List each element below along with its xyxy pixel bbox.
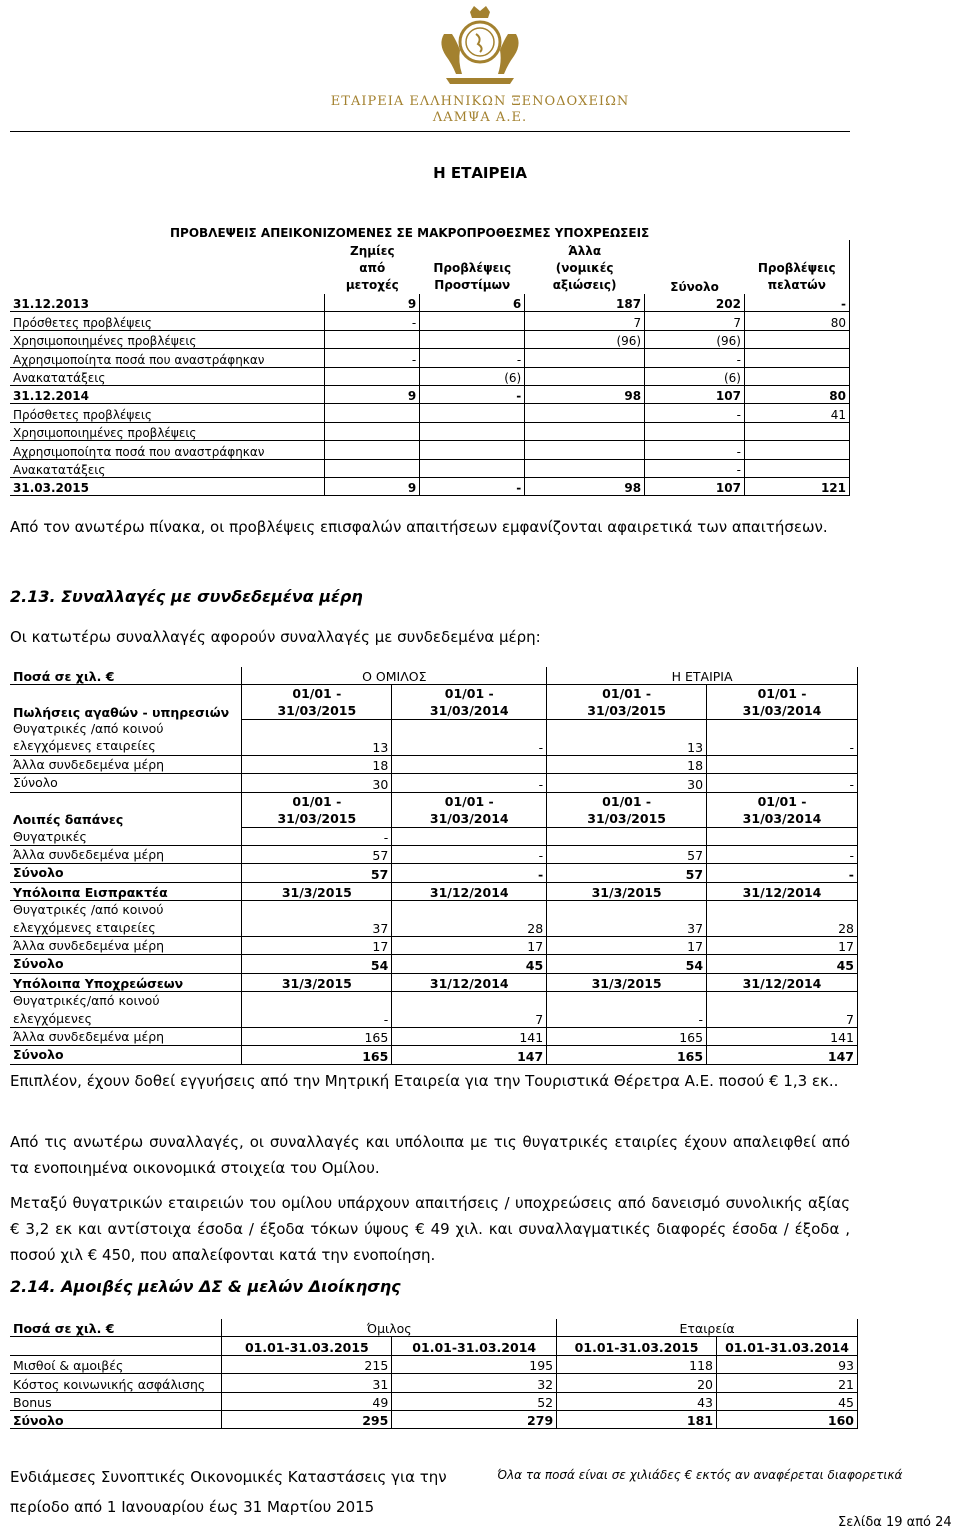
value-cell: 165	[242, 1046, 392, 1064]
value-cell: 141	[707, 1027, 858, 1045]
row-label: Σύνολο	[10, 774, 242, 792]
value-cell: 52	[392, 1392, 557, 1410]
row-label: Ανακατατάξεις	[10, 367, 325, 385]
value-cell: 98	[525, 385, 645, 403]
value-cell: 37	[547, 901, 707, 937]
period-header	[707, 792, 858, 827]
table-row	[10, 441, 850, 459]
col-fines-header: Προβλέψεις Προστίμων	[433, 261, 512, 292]
value-cell: 7	[707, 992, 858, 1028]
header-divider	[10, 131, 850, 132]
value-cell: -	[645, 349, 745, 367]
period-header	[707, 685, 858, 720]
value-cell: -	[707, 720, 858, 755]
value-cell: 17	[707, 936, 858, 954]
table-row	[10, 955, 858, 973]
value-cell: 7	[525, 312, 645, 330]
section-header-label: Λοιπές δαπάνες	[10, 792, 242, 827]
value-cell: (96)	[525, 330, 645, 348]
row-label: Ανακατατάξεις	[10, 459, 325, 477]
table-row	[10, 1410, 858, 1428]
row-label: Σύνολο	[10, 955, 242, 973]
value-cell: 57	[242, 845, 392, 863]
value-cell: -	[325, 312, 420, 330]
value-cell: 147	[707, 1046, 858, 1064]
row-label: Άλλα συνδεδεμένα μέρη	[10, 936, 242, 954]
value-cell: 21	[717, 1374, 858, 1392]
row-label: Σύνολο	[10, 1410, 222, 1428]
value-cell	[325, 404, 420, 422]
value-cell	[525, 367, 645, 385]
value-cell: 118	[557, 1355, 717, 1373]
row-label: Αχρησιμοποίητα ποσά που αναστράφηκαν	[10, 349, 325, 367]
value-cell	[744, 349, 849, 367]
value-cell	[420, 459, 525, 477]
value-cell: 37	[242, 901, 392, 937]
value-cell: 45	[717, 1392, 858, 1410]
period-header: 31/12/2014	[707, 973, 858, 991]
fees-period-row	[10, 1337, 858, 1355]
col-other-header: Άλλα (νομικές αξιώσεις)	[552, 244, 617, 292]
period-header	[242, 685, 392, 720]
value-cell: 17	[242, 936, 392, 954]
value-cell: -	[744, 294, 849, 312]
table-row	[10, 1046, 858, 1064]
value-cell: 165	[547, 1027, 707, 1045]
row-label: Bonus	[10, 1392, 222, 1410]
provisions-caption: ΠΡΟΒΛΕΨΕΙΣ ΑΠΕΙΚΟΝΙΖΟΜΕΝΕΣ ΣΕ ΜΑΚΡΟΠΡΟΘΕΣΜΕΣ ΥΠΟΧΡΕΩΣΕΙΣ	[170, 226, 650, 240]
row-label: Αχρησιμοποίητα ποσά που αναστράφηκαν	[10, 441, 325, 459]
value-cell	[525, 441, 645, 459]
value-cell: -	[392, 864, 547, 882]
section-2-13-heading: 2.13. Συναλλαγές με συνδεδεμένα μέρη	[10, 587, 363, 606]
value-cell: 80	[744, 385, 849, 403]
value-cell	[645, 422, 745, 440]
value-cell: 160	[717, 1410, 858, 1428]
footer-report-title: Ενδιάμεσες Συνοπτικές Οικονομικές Καταστάσεις για την περίοδο από 1 Ιανουαρίου έως 31 Μαρτίου 2015	[10, 1468, 447, 1516]
value-cell: -	[392, 845, 547, 863]
period-header	[392, 685, 547, 720]
table-row	[10, 901, 858, 937]
company-name: ΕΤΑΙΡΕΙΑ ΕΛΛΗΝΙΚΩΝ ΞΕΝΟΔΟΧΕΙΩΝ	[330, 94, 630, 109]
paragraph-related-intro: Οι κατωτέρω συναλλαγές αφορούν συναλλαγές με συνδεδεμένα μέρη:	[10, 628, 541, 646]
value-cell: 30	[242, 774, 392, 792]
table-row	[10, 349, 850, 367]
period-label: 01/01 - 31/03/2015	[587, 686, 666, 719]
col-total-header: Σύνολο	[670, 280, 719, 294]
value-cell	[325, 422, 420, 440]
value-cell: 93	[717, 1355, 858, 1373]
value-cell: 20	[557, 1374, 717, 1392]
table-row	[10, 330, 850, 348]
table-row	[10, 385, 850, 403]
value-cell: -	[707, 864, 858, 882]
fees-group-header: Όμιλος	[222, 1319, 557, 1337]
value-cell: 187	[525, 294, 645, 312]
period-header: 31/3/2015	[547, 882, 707, 900]
fees-header-row	[10, 1319, 858, 1337]
value-cell: 18	[547, 755, 707, 773]
value-cell	[420, 330, 525, 348]
value-cell: 17	[392, 936, 547, 954]
period-label: 01/01 - 31/03/2014	[429, 686, 509, 719]
value-cell	[707, 827, 858, 845]
table-row	[10, 1374, 858, 1392]
value-cell: 9	[325, 477, 420, 495]
value-cell: -	[392, 720, 547, 755]
period-label: 01/01 - 31/03/2015	[277, 793, 357, 826]
value-cell: -	[645, 404, 745, 422]
paragraph-guarantees: Επιπλέον, έχουν δοθεί εγγυήσεις από την Μητρική Εταιρεία για την Τουριστικά Θέρετρα Α.Ε. ποσού € 1,3 εκ..	[10, 1072, 839, 1090]
related-header-row	[10, 667, 858, 685]
value-cell: 215	[222, 1355, 392, 1373]
value-cell: 165	[242, 1027, 392, 1045]
value-cell: 98	[525, 477, 645, 495]
row-label: 31.12.2014	[10, 385, 325, 403]
value-cell: 28	[707, 901, 858, 937]
table-row	[10, 1392, 858, 1410]
table-row	[10, 864, 858, 882]
value-cell: 80	[744, 312, 849, 330]
row-label: Άλλα συνδεδεμένα μέρη	[10, 845, 242, 863]
company-short-name: ΛΑΜΨΑ Α.Ε.	[432, 110, 528, 125]
period-header: 31/12/2014	[707, 882, 858, 900]
value-cell: -	[242, 992, 392, 1028]
value-cell	[547, 827, 707, 845]
value-cell: 57	[547, 864, 707, 882]
value-cell: 6	[420, 294, 525, 312]
related-group-header: Ο ΟΜΙΛΟΣ	[242, 667, 547, 685]
table-row	[10, 459, 850, 477]
related-parties-table	[10, 667, 858, 1065]
value-cell: 45	[392, 955, 547, 973]
fees-company-header: Εταιρεία	[557, 1319, 858, 1337]
row-label: Κόστος κοινωνικής ασφάλισης	[10, 1374, 222, 1392]
value-cell: (6)	[420, 367, 525, 385]
row-label: Θυγατρικές/από κοινού ελεγχόμενες	[10, 992, 242, 1028]
value-cell: 147	[392, 1046, 547, 1064]
col-losses-header: Ζημίες από μετοχές	[345, 244, 399, 292]
row-label: Χρησιμοποιημένες προβλέψεις	[10, 330, 325, 348]
period-header: 31/3/2015	[242, 882, 392, 900]
related-company-header: Η ΕΤΑΙΡΙΑ	[547, 667, 858, 685]
table-row	[10, 936, 858, 954]
table-row	[10, 312, 850, 330]
management-fees-table	[10, 1319, 858, 1429]
value-cell: 31	[222, 1374, 392, 1392]
value-cell	[525, 422, 645, 440]
value-cell: 7	[645, 312, 745, 330]
value-cell	[707, 755, 858, 773]
value-cell	[325, 441, 420, 459]
value-cell: 7	[392, 992, 547, 1028]
table-row	[10, 404, 850, 422]
value-cell	[744, 459, 849, 477]
section-header-label: Υπόλοιπα Εισπρακτέα	[10, 882, 242, 900]
period-header: 31/12/2014	[392, 973, 547, 991]
company-logo	[280, 4, 680, 124]
value-cell: 121	[744, 477, 849, 495]
value-cell: 107	[645, 477, 745, 495]
value-cell	[525, 349, 645, 367]
provisions-header-row	[10, 240, 850, 294]
period-label: 01/01 - 31/03/2014	[742, 686, 822, 719]
table-row	[10, 720, 858, 755]
period-header: 31/12/2014	[392, 882, 547, 900]
value-cell	[325, 330, 420, 348]
section-header-row	[10, 973, 858, 991]
period-header	[547, 792, 707, 827]
row-label: 31.12.2013	[10, 294, 325, 312]
paragraph-doubtful-receivables: Από τον ανωτέρω πίνακα, οι προβλέψεις επισφαλών απαιτήσεων εμφανίζονται αφαιρετικά των απαιτήσεων.	[10, 518, 828, 536]
value-cell: 141	[392, 1027, 547, 1045]
period-label: 01/01 - 31/03/2015	[587, 793, 666, 826]
section-header-row	[10, 685, 858, 720]
row-label: Άλλα συνδεδεμένα μέρη	[10, 1027, 242, 1045]
value-cell: 57	[242, 864, 392, 882]
value-cell: 57	[547, 845, 707, 863]
row-label: Σύνολο	[10, 1046, 242, 1064]
col-customers-header: Προβλέψεις πελατών	[744, 240, 849, 294]
value-cell: 32	[392, 1374, 557, 1392]
value-cell: 45	[707, 955, 858, 973]
row-label: 31.03.2015	[10, 477, 325, 495]
value-cell	[420, 441, 525, 459]
value-cell	[392, 827, 547, 845]
row-label: Χρησιμοποιημένες προβλέψεις	[10, 422, 325, 440]
related-body	[10, 685, 858, 1064]
value-cell	[744, 422, 849, 440]
value-cell: -	[645, 459, 745, 477]
value-cell: -	[242, 827, 392, 845]
value-cell: 195	[392, 1355, 557, 1373]
value-cell: 13	[242, 720, 392, 755]
fees-period-group-2015: 01.01-31.03.2015	[222, 1337, 392, 1355]
value-cell: -	[420, 477, 525, 495]
value-cell	[325, 459, 420, 477]
value-cell: 43	[557, 1392, 717, 1410]
value-cell	[744, 330, 849, 348]
value-cell	[525, 459, 645, 477]
value-cell: -	[325, 349, 420, 367]
value-cell: 49	[222, 1392, 392, 1410]
value-cell: -	[645, 441, 745, 459]
value-cell: 279	[392, 1410, 557, 1428]
table-row	[10, 992, 858, 1028]
value-cell: 28	[392, 901, 547, 937]
section-header-row	[10, 882, 858, 900]
value-cell: -	[547, 992, 707, 1028]
value-cell: 18	[242, 755, 392, 773]
section-header-row	[10, 792, 858, 827]
table-row	[10, 827, 858, 845]
value-cell: 54	[242, 955, 392, 973]
value-cell: -	[420, 385, 525, 403]
period-header: 31/3/2015	[547, 973, 707, 991]
value-cell: 107	[645, 385, 745, 403]
period-label: 01/01 - 31/03/2014	[429, 793, 509, 826]
value-cell: -	[707, 845, 858, 863]
period-label: 01/01 - 31/03/2014	[742, 793, 822, 826]
fees-period-company-2015: 01.01-31.03.2015	[557, 1337, 717, 1355]
fees-amounts-label: Ποσά σε χιλ. €	[10, 1319, 222, 1337]
value-cell	[325, 367, 420, 385]
value-cell: 295	[222, 1410, 392, 1428]
row-label: Μισθοί & αμοιβές	[10, 1355, 222, 1373]
period-label: 01/01 - 31/03/2015	[277, 686, 357, 719]
fees-period-company-2014: 01.01-31.03.2014	[717, 1337, 858, 1355]
row-label: Θυγατρικές /από κοινού ελεγχόμενες εταιρείες	[10, 720, 242, 755]
row-label: Θυγατρικές /από κοινού ελεγχόμενες εταιρείες	[10, 901, 242, 937]
section-header-label: Υπόλοιπα Υποχρεώσεων	[10, 973, 242, 991]
table-row	[10, 422, 850, 440]
table-row	[10, 294, 850, 312]
value-cell: 181	[557, 1410, 717, 1428]
value-cell: 202	[645, 294, 745, 312]
row-label: Θυγατρικές	[10, 827, 242, 845]
page-number: Σελίδα 19 από 24	[838, 1515, 952, 1530]
value-cell	[420, 404, 525, 422]
table-row	[10, 1027, 858, 1045]
value-cell: 30	[547, 774, 707, 792]
footer-amounts-note: Όλα τα ποσά είναι σε χιλιάδες € εκτός αν αναφέρεται διαφορετικά	[497, 1468, 903, 1482]
period-header	[392, 792, 547, 827]
value-cell: (96)	[645, 330, 745, 348]
value-cell: 54	[547, 955, 707, 973]
value-cell: -	[420, 349, 525, 367]
value-cell	[420, 422, 525, 440]
section-header-label: Πωλήσεις αγαθών - υπηρεσιών	[10, 685, 242, 720]
table-row	[10, 774, 858, 792]
related-amounts-label: Ποσά σε χιλ. €	[10, 667, 242, 685]
table-row	[10, 755, 858, 773]
value-cell: 17	[547, 936, 707, 954]
period-header: 31/3/2015	[242, 973, 392, 991]
row-label: Σύνολο	[10, 864, 242, 882]
value-cell: 13	[547, 720, 707, 755]
page-title: Η ΕΤΑΙΡΕΙΑ	[433, 164, 527, 182]
fees-period-group-2014: 01.01-31.03.2014	[392, 1337, 557, 1355]
value-cell: 41	[744, 404, 849, 422]
value-cell	[744, 441, 849, 459]
value-cell	[744, 367, 849, 385]
value-cell: 9	[325, 294, 420, 312]
provisions-caption-row	[10, 222, 850, 240]
table-row	[10, 845, 858, 863]
value-cell	[420, 312, 525, 330]
value-cell	[392, 755, 547, 773]
provisions-table	[10, 222, 850, 496]
value-cell: (6)	[645, 367, 745, 385]
paragraph-eliminations: Από τις ανωτέρω συναλλαγές, οι συναλλαγές και υπόλοιπα με τις θυγατρικές εταιρίες έχουν απαλειφθεί από τα ενοποιημένα οικονομικά στοιχεία του Ομίλου.	[10, 1133, 850, 1177]
value-cell	[525, 404, 645, 422]
table-row	[10, 477, 850, 495]
fees-body	[10, 1355, 858, 1429]
table-row	[10, 367, 850, 385]
period-header	[242, 792, 392, 827]
row-label: Πρόσθετες προβλέψεις	[10, 312, 325, 330]
section-2-14-heading: 2.14. Αμοιβές μελών ΔΣ & μελών Διοίκησης	[10, 1277, 401, 1296]
value-cell: 9	[325, 385, 420, 403]
row-label: Πρόσθετες προβλέψεις	[10, 404, 325, 422]
crest-icon	[432, 4, 528, 90]
paragraph-intragroup: Μεταξύ θυγατρικών εταιρειών του ομίλου υπάρχουν απαιτήσεις / υποχρεώσεις από δανεισμό συνολικής αξίας € 3,2 εκ και αντίστοιχα έσοδα / έξοδα τόκων ύψους € 49 χιλ. και συναλλαγματικές διαφορές έσοδα / έξοδα , ποσού χιλ € 450, που απαλείφονται κατά την ενοποίηση.	[10, 1194, 850, 1264]
table-row	[10, 1355, 858, 1373]
provisions-body	[10, 294, 850, 496]
value-cell: -	[707, 774, 858, 792]
value-cell: 165	[547, 1046, 707, 1064]
value-cell: -	[392, 774, 547, 792]
row-label: Άλλα συνδεδεμένα μέρη	[10, 755, 242, 773]
period-header	[547, 685, 707, 720]
